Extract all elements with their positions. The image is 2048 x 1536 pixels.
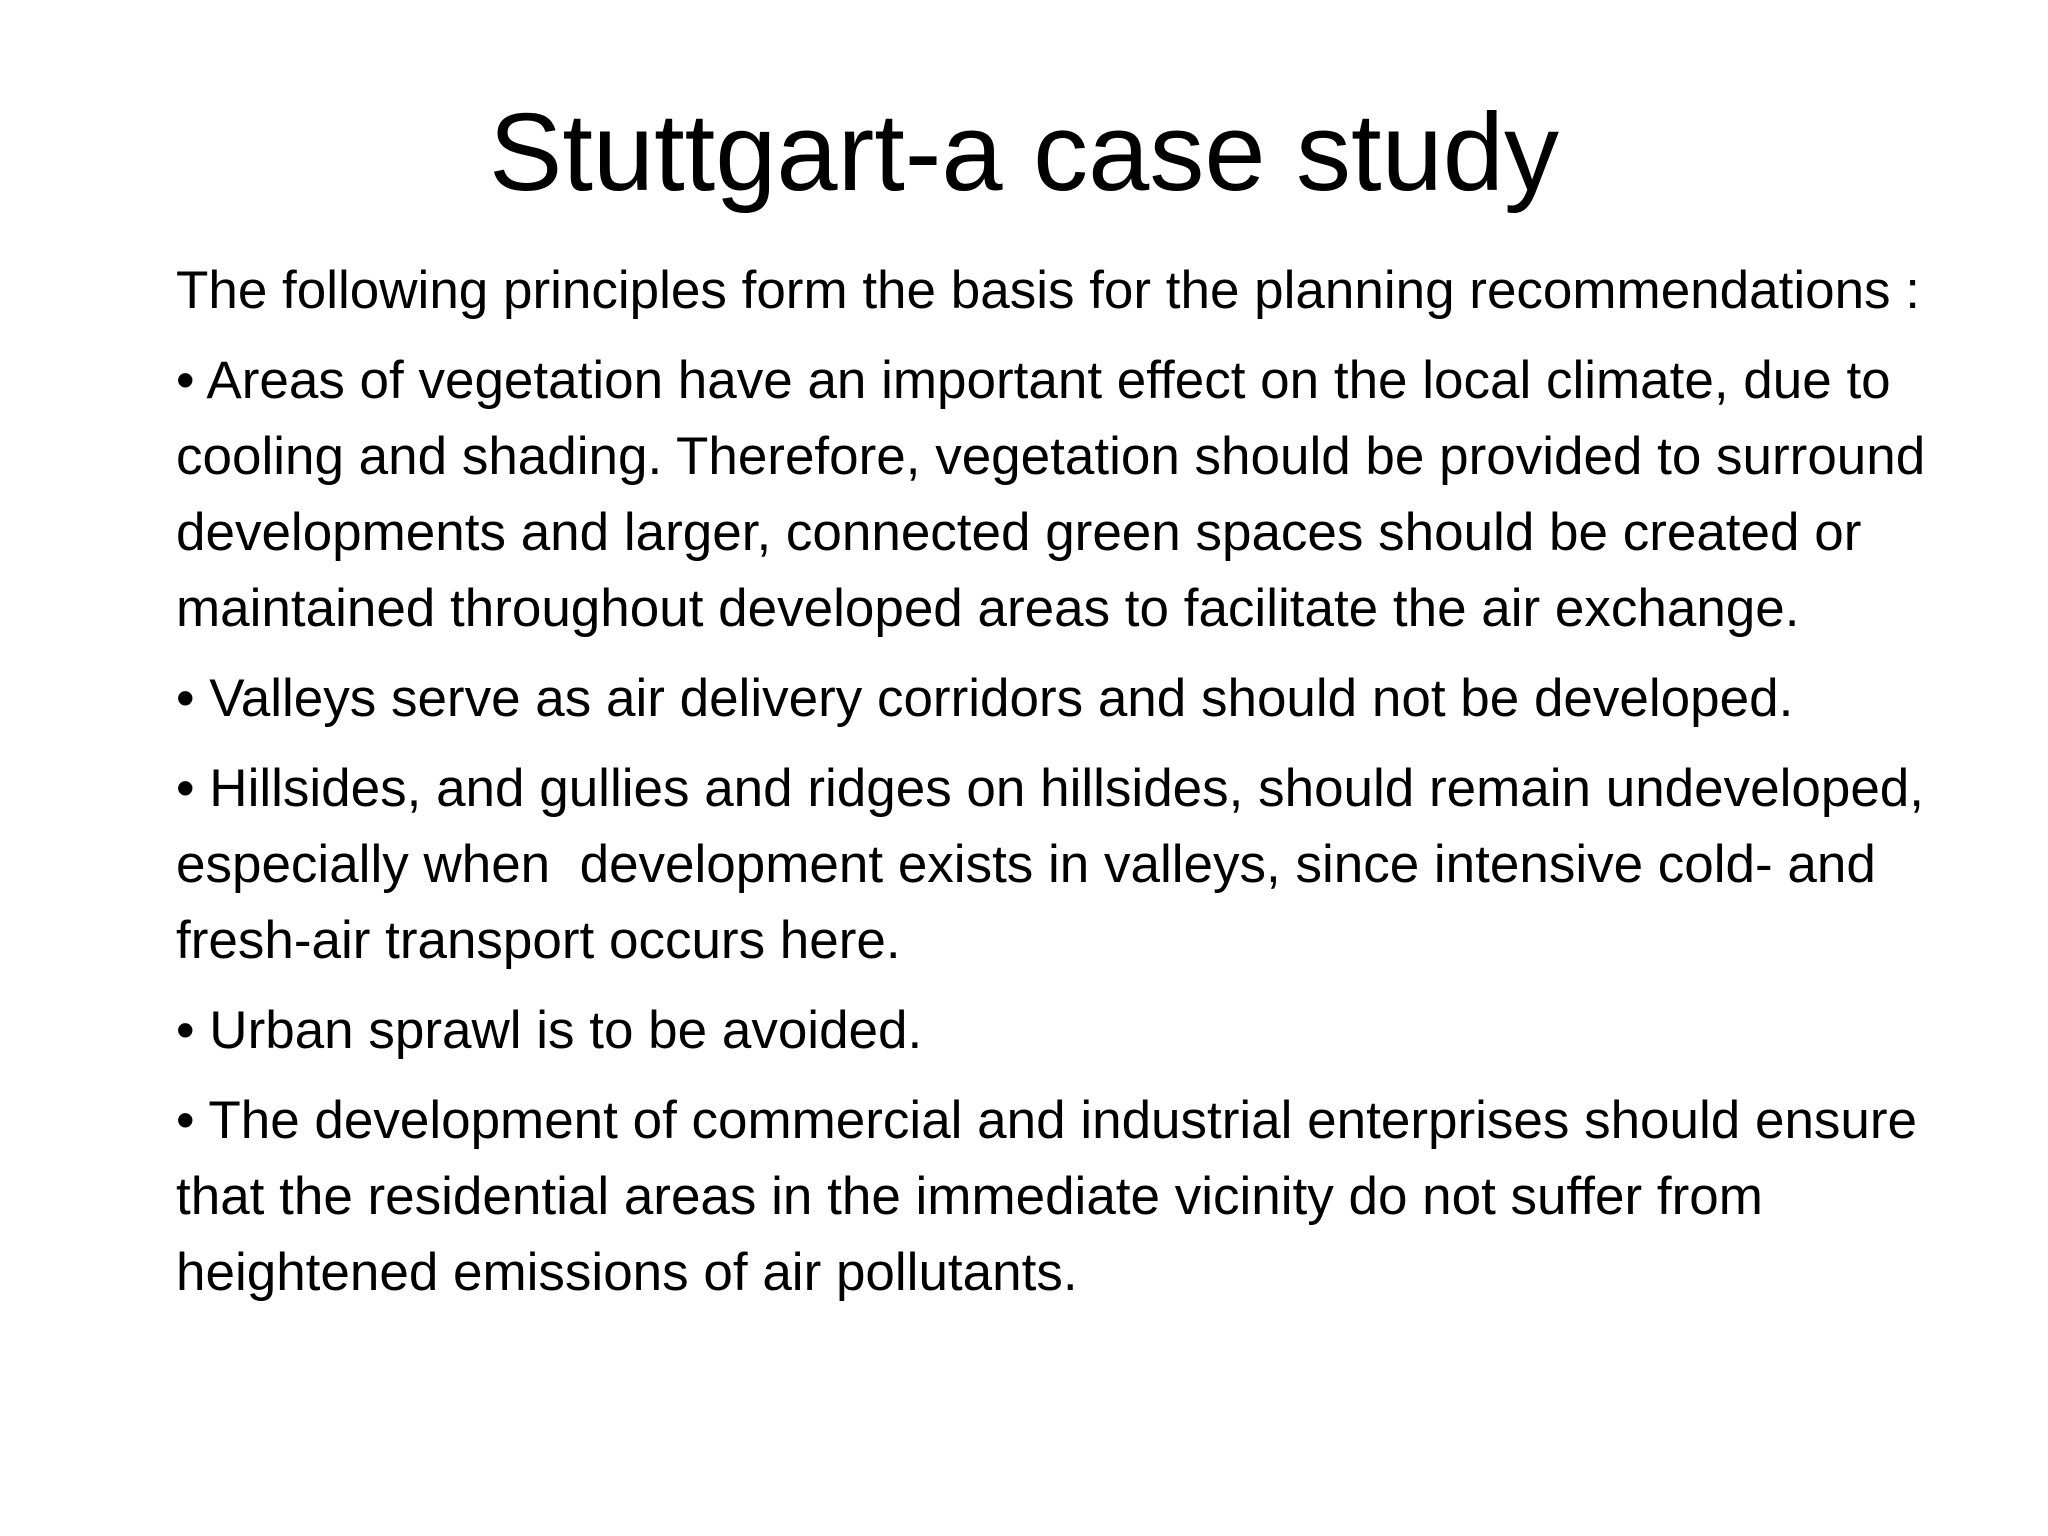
bullet-dot: • xyxy=(176,669,195,728)
bullet-dot: • xyxy=(176,1001,195,1060)
bullet-dot: • xyxy=(176,1091,195,1150)
bullet-dot: • xyxy=(176,759,195,818)
bullet-item xyxy=(176,751,1966,979)
slide-body xyxy=(176,253,1966,1325)
bullet-text: Hillsides, and gullies and ridges on hillsides, should remain undeveloped, especially when development exists in valleys, since intensive cold- and fresh-air transport occurs here. xyxy=(176,759,1939,970)
bullet-item xyxy=(176,1083,1966,1311)
bullet-text: Valleys serve as air delivery corridors and should not be developed. xyxy=(209,669,1794,728)
bullet-text: Urban sprawl is to be avoided. xyxy=(209,1001,923,1060)
bullet-item xyxy=(176,343,1966,647)
intro-paragraph: The following principles form the basis for the planning recommendations : xyxy=(176,261,1921,320)
bullet-item xyxy=(176,661,1966,737)
bullet-dot: • xyxy=(176,351,195,410)
bullet-text: The development of commercial and industrial enterprises should ensure that the residential areas in the immediate vicinity do not suffer from heightened emissions of air pollutants. xyxy=(176,1091,1918,1302)
bullet-text: Areas of vegetation have an important effect on the local climate, due to cooling and shading. Therefore, vegetation should be provided to surround developments and larger, connected green spaces should be created or maintained throughout developed areas to facilitate the air exchange. xyxy=(176,351,1926,638)
slide-title: Stuttgart-a case study xyxy=(489,91,1559,214)
bullet-item xyxy=(176,993,1966,1069)
